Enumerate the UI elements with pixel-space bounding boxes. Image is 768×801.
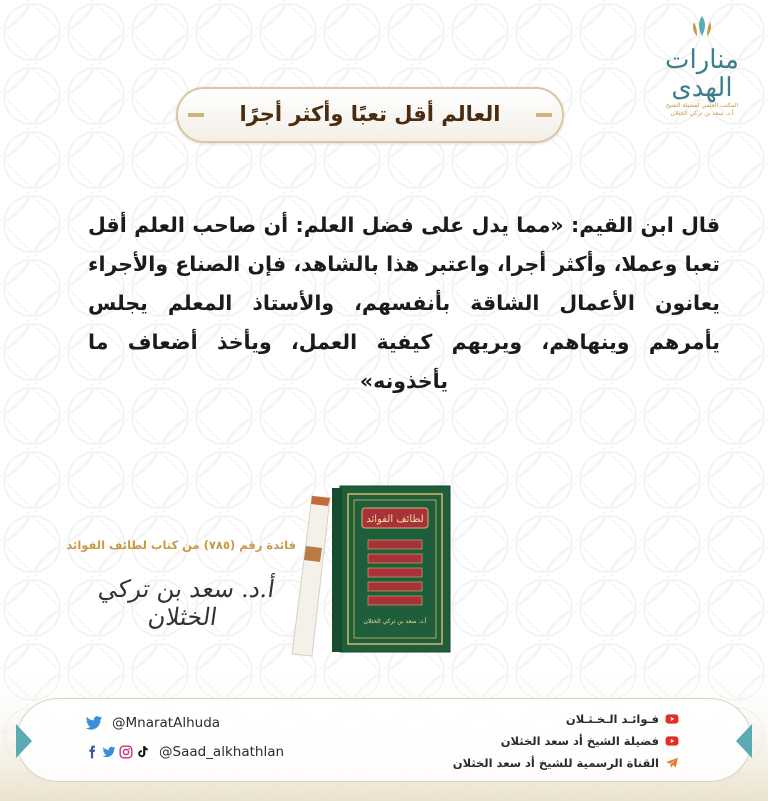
title-banner	[176, 87, 564, 143]
social-links	[85, 711, 325, 769]
social-handle: @Saad_alkhathlan	[159, 744, 285, 760]
book-title: لطائف الفوائد	[366, 514, 424, 525]
youtube-channel-2[interactable]	[422, 731, 682, 751]
book-illustration	[272, 476, 462, 662]
signature: أ.د. سعد بن تركي الخثلان	[96, 575, 277, 631]
youtube-icon	[665, 734, 679, 748]
telegram-channel-label: القناة الرسمية للشيخ أد سعد الخثلان	[452, 756, 659, 770]
youtube-channels	[422, 709, 682, 775]
logo-subtitle-2: أ.د. سعد بن تركي الخثلان	[670, 110, 734, 117]
green-book-icon	[332, 486, 450, 652]
telegram-icon	[665, 756, 679, 770]
logo-emblem-icon	[687, 14, 717, 40]
facebook-icon	[85, 745, 99, 759]
twitter-handle: @MnaratAlhuda	[112, 715, 221, 731]
telegram-channel[interactable]	[422, 753, 682, 773]
twitter-icon	[85, 714, 103, 732]
brand-logo	[654, 14, 750, 117]
page-title: العالم أقل تعبًا وأكثر أجرًا	[239, 102, 501, 126]
logo-name: منارات الهدى	[665, 45, 739, 103]
youtube-channel-label: فضيلة الشيخ أد سعد الخثلان	[500, 734, 659, 748]
quote-text: قال ابن القيم: «مما يدل على فضل العلم: أن صاحب العلم أقل تعبا وعملا، وأكثر أجرا، واعتبر هذا بالشاهد، فإن الصناع والأجراء يعانون الأعمال الشاقة بأنفسهم، والأستاذ المعلم يجلس يأمرهم وينهاهم، ويريهم كيفية العمل، ويأخذ أضعاف ما يأخذونه»	[88, 213, 720, 393]
book-author: أ.د. سعد بن تركي الخثلان	[363, 618, 427, 625]
twitter-link[interactable]	[85, 711, 325, 735]
youtube-icon	[665, 712, 679, 726]
tiktok-icon	[136, 745, 150, 759]
logo-subtitle-1: المكتب العلمي لفضيلة الشيخ	[665, 102, 739, 109]
youtube-channel-1[interactable]	[422, 709, 682, 729]
youtube-channel-label: فـوائـد الـخـثـلان	[565, 712, 659, 726]
source-note: فائدة رقم (٧٨٥) من كتاب لطائف الفوائد	[66, 538, 296, 552]
white-book-icon	[292, 496, 330, 656]
multi-social-link[interactable]	[85, 740, 325, 764]
twitter-small-icon	[102, 745, 116, 759]
instagram-icon	[119, 745, 133, 759]
